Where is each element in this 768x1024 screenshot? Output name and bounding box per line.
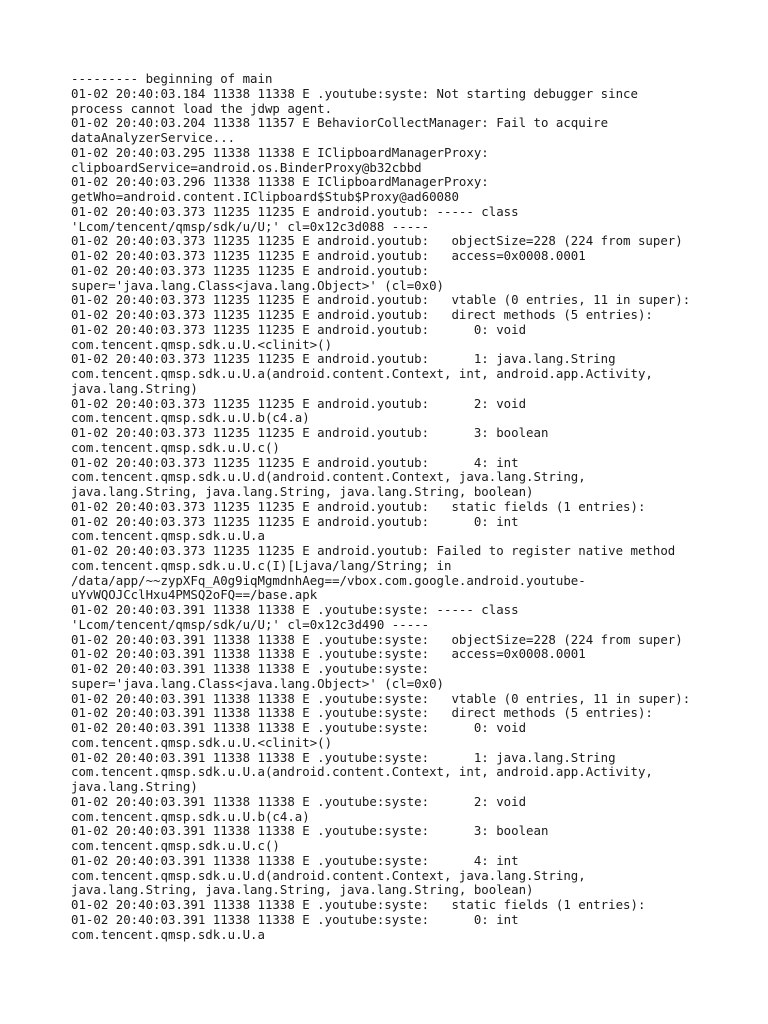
log-text-block bbox=[71, 72, 731, 942]
log-line: java.lang.String, java.lang.String, java.lang.String, boolean) bbox=[71, 485, 534, 499]
log-line: 01-02 20:40:03.391 11338 11338 E .youtube:syste: bbox=[71, 662, 430, 676]
log-line: com.tencent.qmsp.sdk.u.U.a(android.content.Context, int, android.app.Activity, bbox=[71, 765, 653, 780]
log-line: 'Lcom/tencent/qmsp/sdk/u/U;' cl=0x12c3d490 ----- bbox=[71, 617, 430, 632]
log-line: 01-02 20:40:03.391 11338 11338 E .youtube:syste: 3: boolean bbox=[71, 824, 549, 839]
log-line: com.tencent.qmsp.sdk.u.U.d(android.content.Context, java.lang.String, bbox=[71, 868, 586, 883]
log-line: com.tencent.qmsp.sdk.u.U.<clinit>() bbox=[71, 337, 333, 352]
log-line: process cannot load the jdwp agent. bbox=[71, 101, 333, 116]
log-line: 01-02 20:40:03.391 11338 11338 E .youtube:syste: 1: java.lang.String bbox=[71, 750, 616, 765]
log-line: getWho=android.content.IClipboard$Stub$Proxy@ad60080 bbox=[71, 190, 459, 204]
log-line: 01-02 20:40:03.391 11338 11338 E .youtube:syste: ----- class bbox=[71, 603, 519, 617]
log-line: super='java.lang.Class<java.lang.Object>' (cl=0x0) bbox=[71, 278, 444, 293]
log-line: 01-02 20:40:03.373 11235 11235 E android.youtub: 1: java.lang.String bbox=[71, 352, 616, 367]
log-line: 01-02 20:40:03.391 11338 11338 E .youtube:syste: 4: int bbox=[71, 853, 519, 868]
log-line: com.tencent.qmsp.sdk.u.U.c() bbox=[71, 839, 280, 853]
log-line: java.lang.String, java.lang.String, java.lang.String, boolean) bbox=[71, 883, 534, 898]
log-line: com.tencent.qmsp.sdk.u.U.a bbox=[71, 529, 265, 544]
log-line: com.tencent.qmsp.sdk.u.U.b(c4.a) bbox=[71, 411, 310, 426]
log-line: --------- beginning of main bbox=[71, 72, 273, 86]
log-line: super='java.lang.Class<java.lang.Object>' (cl=0x0) bbox=[71, 676, 444, 691]
log-line: 01-02 20:40:03.391 11338 11338 E .youtube:syste: 0: int bbox=[71, 912, 519, 927]
log-line: 01-02 20:40:03.373 11235 11235 E android.youtub: vtable (0 entries, 11 in super): bbox=[71, 293, 691, 308]
log-line: 01-02 20:40:03.391 11338 11338 E .youtube:syste: 2: void bbox=[71, 794, 527, 809]
log-line: 01-02 20:40:03.373 11235 11235 E android.youtub: objectSize=228 (224 from super) bbox=[71, 234, 683, 249]
log-line: 01-02 20:40:03.373 11235 11235 E android.youtub: 4: int bbox=[71, 455, 519, 470]
log-line: com.tencent.qmsp.sdk.u.U.<clinit>() bbox=[71, 735, 333, 750]
log-line: 01-02 20:40:03.391 11338 11338 E .youtube:syste: 0: void bbox=[71, 721, 527, 735]
log-line: uYvWQOJCclHxu4PMSQ2oFQ==/base.apk bbox=[71, 588, 318, 603]
log-line: 01-02 20:40:03.391 11338 11338 E .youtube:syste: access=0x0008.0001 bbox=[71, 647, 586, 662]
log-line: 01-02 20:40:03.373 11235 11235 E android.youtub: 2: void bbox=[71, 396, 527, 411]
log-line: com.tencent.qmsp.sdk.u.U.a(android.content.Context, int, android.app.Activity, bbox=[71, 367, 653, 381]
log-line: java.lang.String) bbox=[71, 780, 198, 794]
log-line: 'Lcom/tencent/qmsp/sdk/u/U;' cl=0x12c3d088 ----- bbox=[71, 219, 430, 234]
log-line: java.lang.String) bbox=[71, 381, 198, 396]
log-line: 01-02 20:40:03.373 11235 11235 E android.youtub: 0: int bbox=[71, 514, 519, 529]
log-line: com.tencent.qmsp.sdk.u.U.b(c4.a) bbox=[71, 809, 310, 824]
log-line: 01-02 20:40:03.391 11338 11338 E .youtube:syste: direct methods (5 entries): bbox=[71, 706, 653, 721]
log-line: 01-02 20:40:03.391 11338 11338 E .youtube:syste: objectSize=228 (224 from super) bbox=[71, 632, 683, 647]
log-line: 01-02 20:40:03.296 11338 11338 E IClipboardManagerProxy: bbox=[71, 175, 489, 190]
log-line: 01-02 20:40:03.373 11235 11235 E android.youtub: Failed to register native method bbox=[71, 544, 676, 558]
log-line: 01-02 20:40:03.204 11338 11357 E BehaviorCollectManager: Fail to acquire bbox=[71, 116, 609, 131]
log-line: com.tencent.qmsp.sdk.u.U.d(android.content.Context, java.lang.String, bbox=[71, 470, 586, 485]
log-line: 01-02 20:40:03.391 11338 11338 E .youtube:syste: vtable (0 entries, 11 in super): bbox=[71, 691, 691, 706]
log-line: com.tencent.qmsp.sdk.u.U.c() bbox=[71, 440, 280, 455]
log-line: 01-02 20:40:03.373 11235 11235 E android.youtub: ----- class bbox=[71, 204, 519, 219]
log-line: 01-02 20:40:03.373 11235 11235 E android.youtub: access=0x0008.0001 bbox=[71, 249, 586, 263]
log-line: 01-02 20:40:03.373 11235 11235 E android.youtub: static fields (1 entries): bbox=[71, 499, 646, 514]
log-line: clipboardService=android.os.BinderProxy@b32cbbd bbox=[71, 160, 422, 175]
log-line: 01-02 20:40:03.373 11235 11235 E android.youtub: 3: boolean bbox=[71, 426, 549, 440]
log-line: /data/app/~~zypXFq_A0g9iqMgmdnhAeg==/vbox.com.google.android.youtube- bbox=[71, 573, 586, 588]
log-line: 01-02 20:40:03.373 11235 11235 E android.youtub: bbox=[71, 263, 430, 278]
log-line: 01-02 20:40:03.391 11338 11338 E .youtube:syste: static fields (1 entries): bbox=[71, 898, 646, 912]
log-line: com.tencent.qmsp.sdk.u.U.a bbox=[71, 927, 265, 942]
log-line: 01-02 20:40:03.184 11338 11338 E .youtube:syste: Not starting debugger since bbox=[71, 86, 638, 101]
log-line: 01-02 20:40:03.373 11235 11235 E android.youtub: direct methods (5 entries): bbox=[71, 308, 653, 322]
log-line: com.tencent.qmsp.sdk.u.U.c(I)[Ljava/lang/String; in bbox=[71, 558, 452, 573]
log-line: 01-02 20:40:03.373 11235 11235 E android.youtub: 0: void bbox=[71, 322, 527, 337]
log-line: dataAnalyzerService... bbox=[71, 131, 236, 145]
log-line: 01-02 20:40:03.295 11338 11338 E IClipboardManagerProxy: bbox=[71, 145, 489, 160]
